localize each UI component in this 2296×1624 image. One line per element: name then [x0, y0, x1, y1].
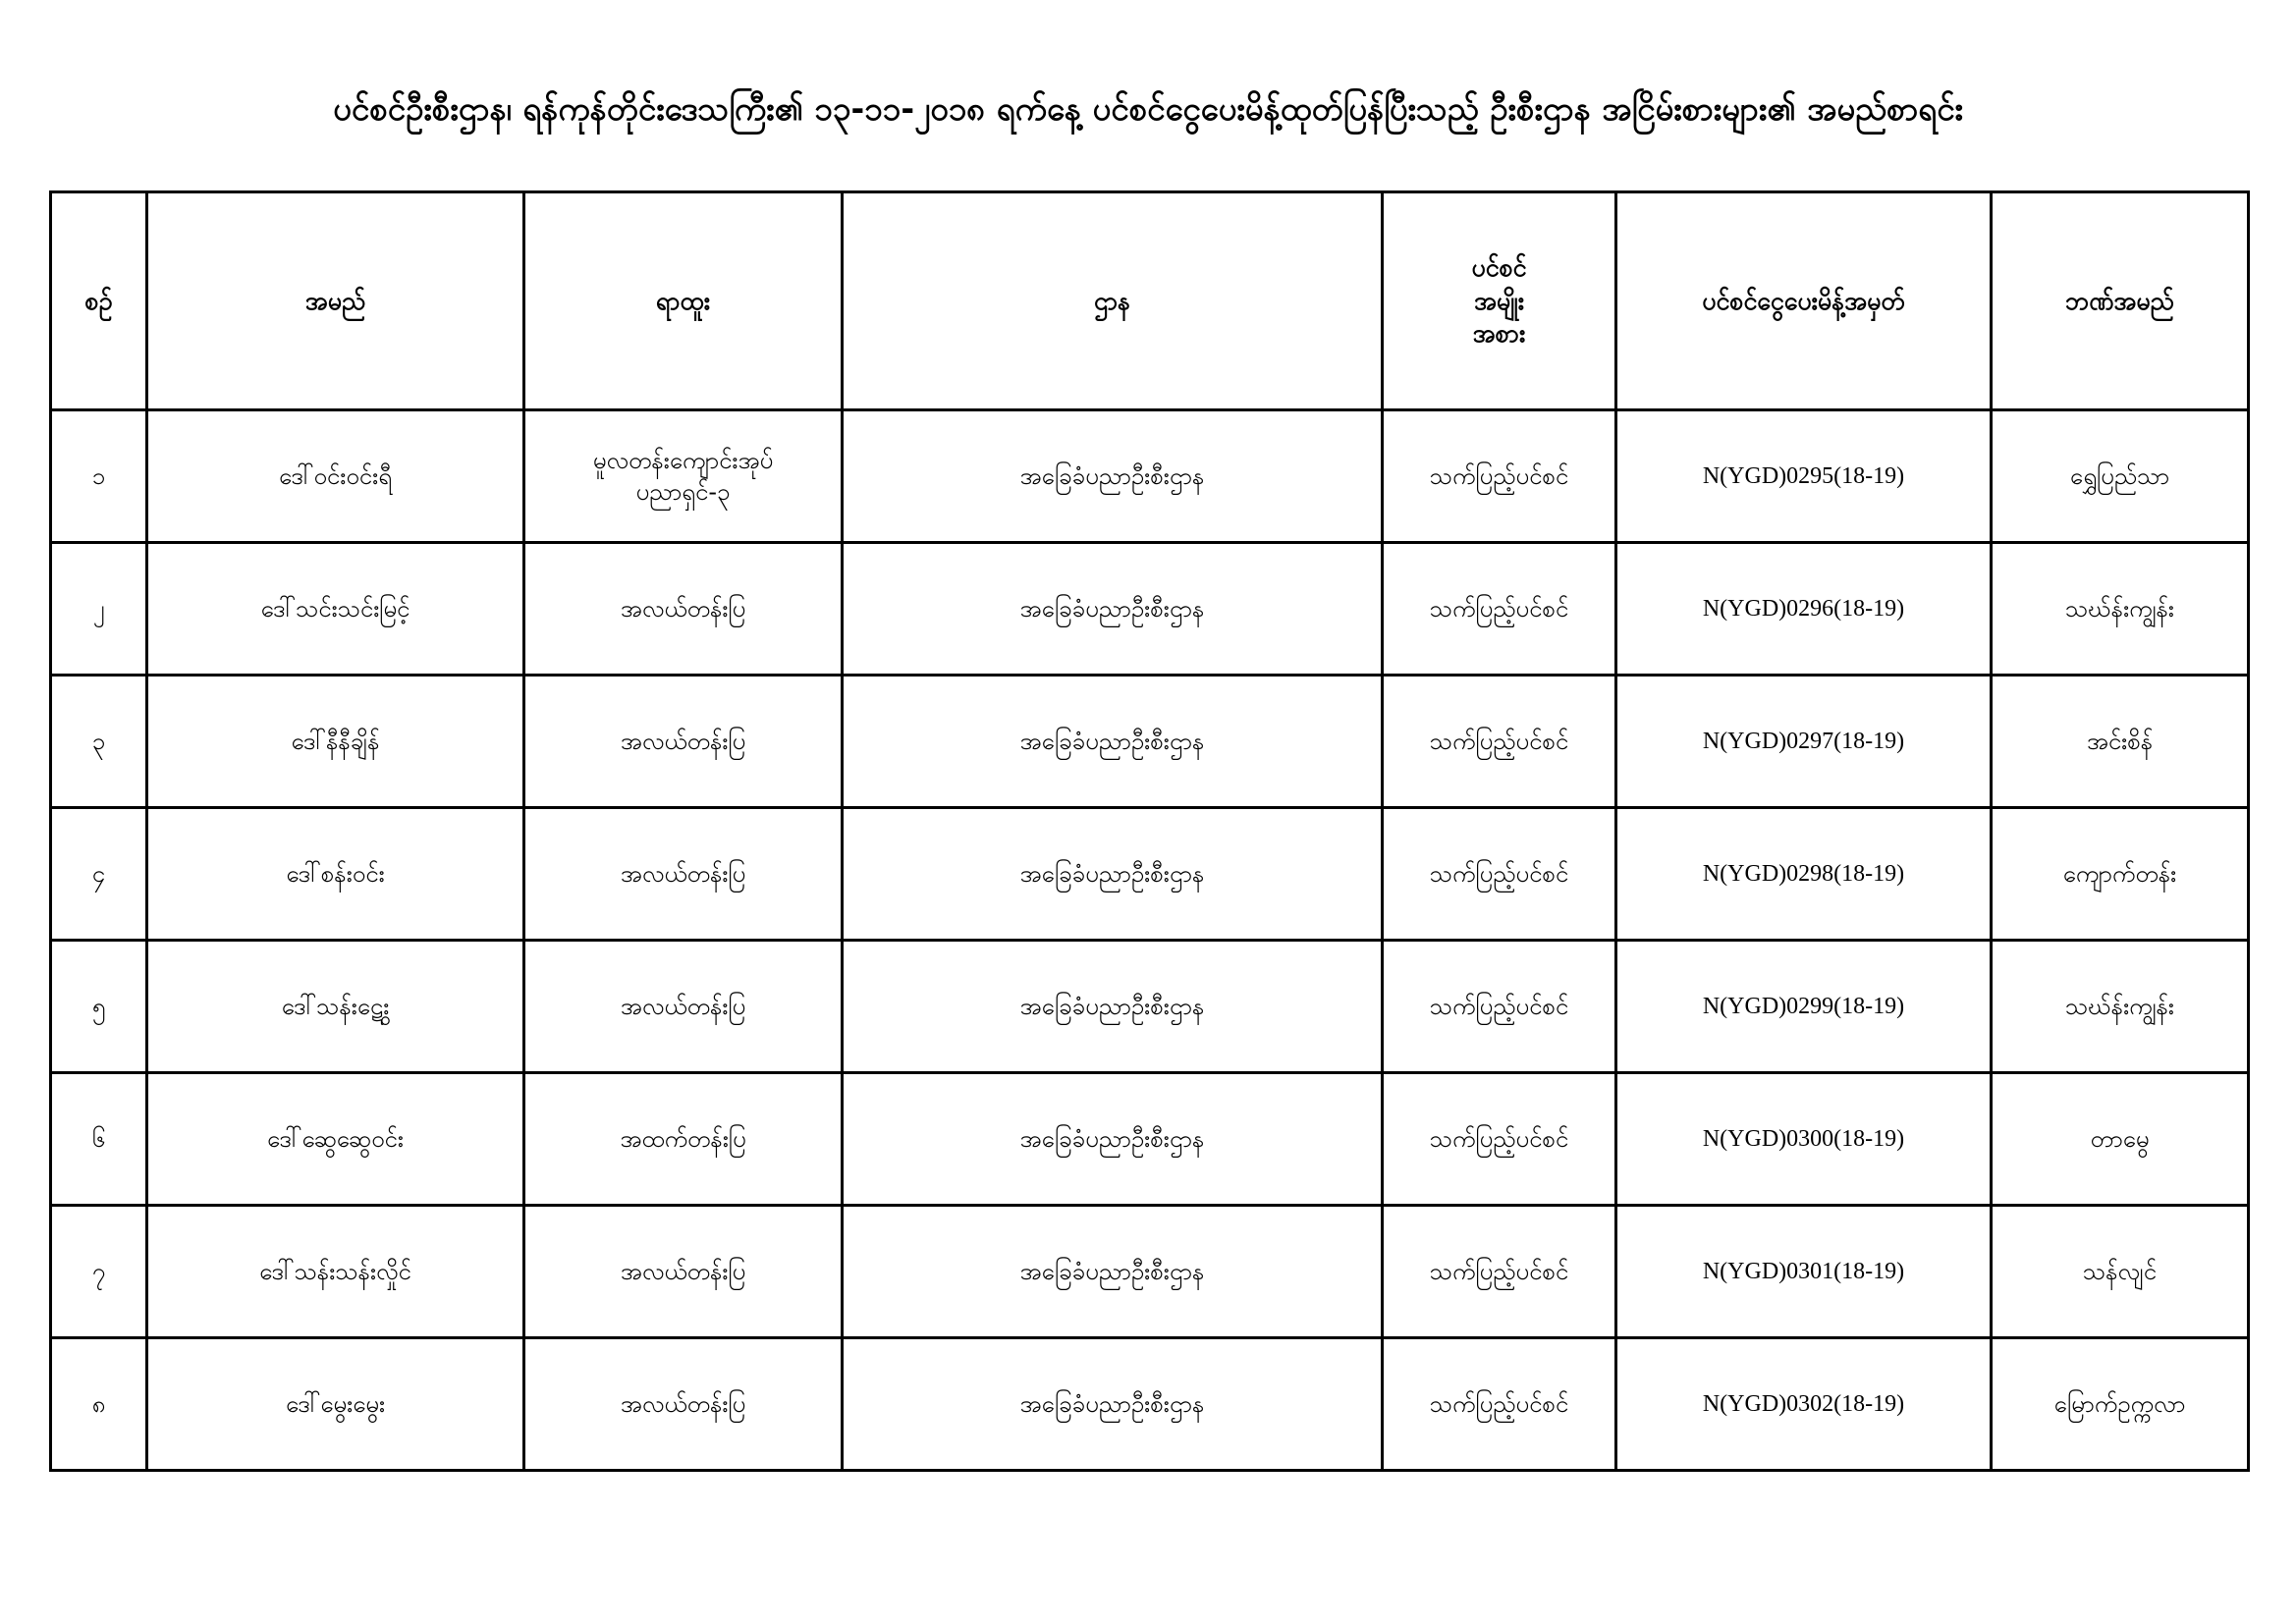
cell-license-no: N(YGD)0301(18-19) — [1616, 1206, 1992, 1338]
header-text: အစား — [1472, 319, 1526, 349]
cell-name: ဒေါ်သန်းသန်းလှိုင် — [147, 1206, 524, 1338]
cell-name: ဒေါ်သန်းဋွေး — [147, 941, 524, 1073]
cell-bank: ရွှေပြည်သာ — [1992, 410, 2249, 543]
cell-pension-type: သက်ပြည့်ပင်စင် — [1383, 410, 1616, 543]
cell-bank: ကျောက်တန်း — [1992, 808, 2249, 941]
cell-name: ဒေါ်စန်းဝင်း — [147, 808, 524, 941]
table-row — [51, 1338, 2249, 1471]
table-body — [51, 410, 2249, 1471]
header-department — [843, 192, 1383, 410]
header-text: ရာထူး — [655, 286, 711, 315]
header-text: ပင်စင် — [1471, 252, 1527, 282]
cell-department: အခြေခံပညာဦးစီးဌာန — [843, 543, 1383, 676]
page-title: ပင်စင်ဦးစီးဌာန၊ ရန်ကုန်တိုင်းဒေသကြီး၏ ၁၃-၁၁-၂၀၁၈ ရက်နေ့ ပင်စင်ငွေပေးမိန့်ထုတ်ပြန်ပြီးသည့် ဦးစီးဌာန အငြိမ်းစားများ၏ အမည်စာရင်း — [333, 89, 1963, 128]
header-pension-type — [1383, 192, 1616, 410]
table-row — [51, 410, 2249, 543]
cell-license-no: N(YGD)0296(18-19) — [1616, 543, 1992, 676]
cell-pension-type: သက်ပြည့်ပင်စင် — [1383, 808, 1616, 941]
cell-pension-type: သက်ပြည့်ပင်စင် — [1383, 676, 1616, 808]
header-text: ဌာန — [1093, 286, 1131, 315]
table-row — [51, 1206, 2249, 1338]
cell-no: ၈ — [51, 1338, 147, 1471]
table-row — [51, 1073, 2249, 1206]
header-row — [51, 192, 2249, 410]
cell-no: ၇ — [51, 1206, 147, 1338]
header-text: အမျိုး — [1473, 286, 1525, 315]
cell-name: ဒေါ်နီနီချိန် — [147, 676, 524, 808]
cell-name: ဒေါ်ဝင်းဝင်းရီ — [147, 410, 524, 543]
table-row — [51, 941, 2249, 1073]
cell-text: မူလတန်းကျောင်းအုပ် — [592, 446, 774, 474]
cell-bank: သဃ်န်းကျွန်း — [1992, 941, 2249, 1073]
cell-no: ၆ — [51, 1073, 147, 1206]
cell-bank: သန်လျင် — [1992, 1206, 2249, 1338]
table-row — [51, 543, 2249, 676]
header-text: ပင်စင်ငွေပေးမိန့်အမှတ် — [1702, 286, 1905, 315]
header-text: အမည် — [304, 286, 366, 315]
cell-position — [524, 1338, 843, 1471]
cell-department: အခြေခံပညာဦးစီးဌာန — [843, 676, 1383, 808]
cell-department: အခြေခံပညာဦးစီးဌာန — [843, 941, 1383, 1073]
cell-text: အလယ်တန်းပြ — [620, 1389, 746, 1418]
cell-text: အလယ်တန်းပြ — [620, 859, 746, 888]
header-text: ဘဏ်အမည် — [2065, 286, 2174, 315]
cell-position — [524, 1073, 843, 1206]
cell-position — [524, 941, 843, 1073]
cell-license-no: N(YGD)0300(18-19) — [1616, 1073, 1992, 1206]
cell-license-no: N(YGD)0299(18-19) — [1616, 941, 1992, 1073]
cell-pension-type: သက်ပြည့်ပင်စင် — [1383, 941, 1616, 1073]
header-no — [51, 192, 147, 410]
cell-department: အခြေခံပညာဦးစီးဌာန — [843, 808, 1383, 941]
cell-text: အထက်တန်းပြ — [620, 1124, 746, 1153]
cell-position — [524, 676, 843, 808]
table-header — [51, 192, 2249, 410]
cell-no: ၅ — [51, 941, 147, 1073]
cell-bank: တာမွေ — [1992, 1073, 2249, 1206]
cell-department: အခြေခံပညာဦးစီးဌာန — [843, 1338, 1383, 1471]
cell-name: ဒေါ်ဆွေဆွေဝင်း — [147, 1073, 524, 1206]
cell-name: ဒေါ်သင်းသင်းမြင့် — [147, 543, 524, 676]
cell-department: အခြေခံပညာဦးစီးဌာန — [843, 410, 1383, 543]
cell-pension-type: သက်ပြည့်ပင်စင် — [1383, 1206, 1616, 1338]
cell-department: အခြေခံပညာဦးစီးဌာန — [843, 1073, 1383, 1206]
cell-pension-type: သက်ပြည့်ပင်စင် — [1383, 1338, 1616, 1471]
cell-department: အခြေခံပညာဦးစီးဌာန — [843, 1206, 1383, 1338]
cell-pension-type: သက်ပြည့်ပင်စင် — [1383, 543, 1616, 676]
cell-no: ၁ — [51, 410, 147, 543]
cell-position — [524, 410, 843, 543]
cell-license-no: N(YGD)0295(18-19) — [1616, 410, 1992, 543]
cell-bank: မြောက်ဥက္ကလာ — [1992, 1338, 2249, 1471]
cell-license-no: N(YGD)0298(18-19) — [1616, 808, 1992, 941]
cell-position — [524, 543, 843, 676]
cell-license-no: N(YGD)0302(18-19) — [1616, 1338, 1992, 1471]
cell-name: ဒေါ်မွေးမွေး — [147, 1338, 524, 1471]
cell-no: ၃ — [51, 676, 147, 808]
cell-no: ၂ — [51, 543, 147, 676]
cell-bank: အင်းစိန် — [1992, 676, 2249, 808]
table-row — [51, 676, 2249, 808]
cell-position — [524, 808, 843, 941]
cell-license-no: N(YGD)0297(18-19) — [1616, 676, 1992, 808]
cell-pension-type: သက်ပြည့်ပင်စင် — [1383, 1073, 1616, 1206]
header-position — [524, 192, 843, 410]
cell-position — [524, 1206, 843, 1338]
cell-text: အလယ်တန်းပြ — [620, 1257, 746, 1285]
cell-text: အလယ်တန်းပြ — [620, 594, 746, 623]
cell-text: အလယ်တန်းပြ — [620, 727, 746, 755]
cell-no: ၄ — [51, 808, 147, 941]
cell-text: ပညာရှင်-၃ — [635, 478, 731, 506]
header-name — [147, 192, 524, 410]
header-license-no — [1616, 192, 1992, 410]
pensioner-table — [49, 190, 2250, 1472]
header-bank — [1992, 192, 2249, 410]
header-text: စဉ် — [84, 286, 113, 315]
cell-text: အလယ်တန်းပြ — [620, 992, 746, 1020]
cell-bank: သဃ်န်းကျွန်း — [1992, 543, 2249, 676]
table-row — [51, 808, 2249, 941]
